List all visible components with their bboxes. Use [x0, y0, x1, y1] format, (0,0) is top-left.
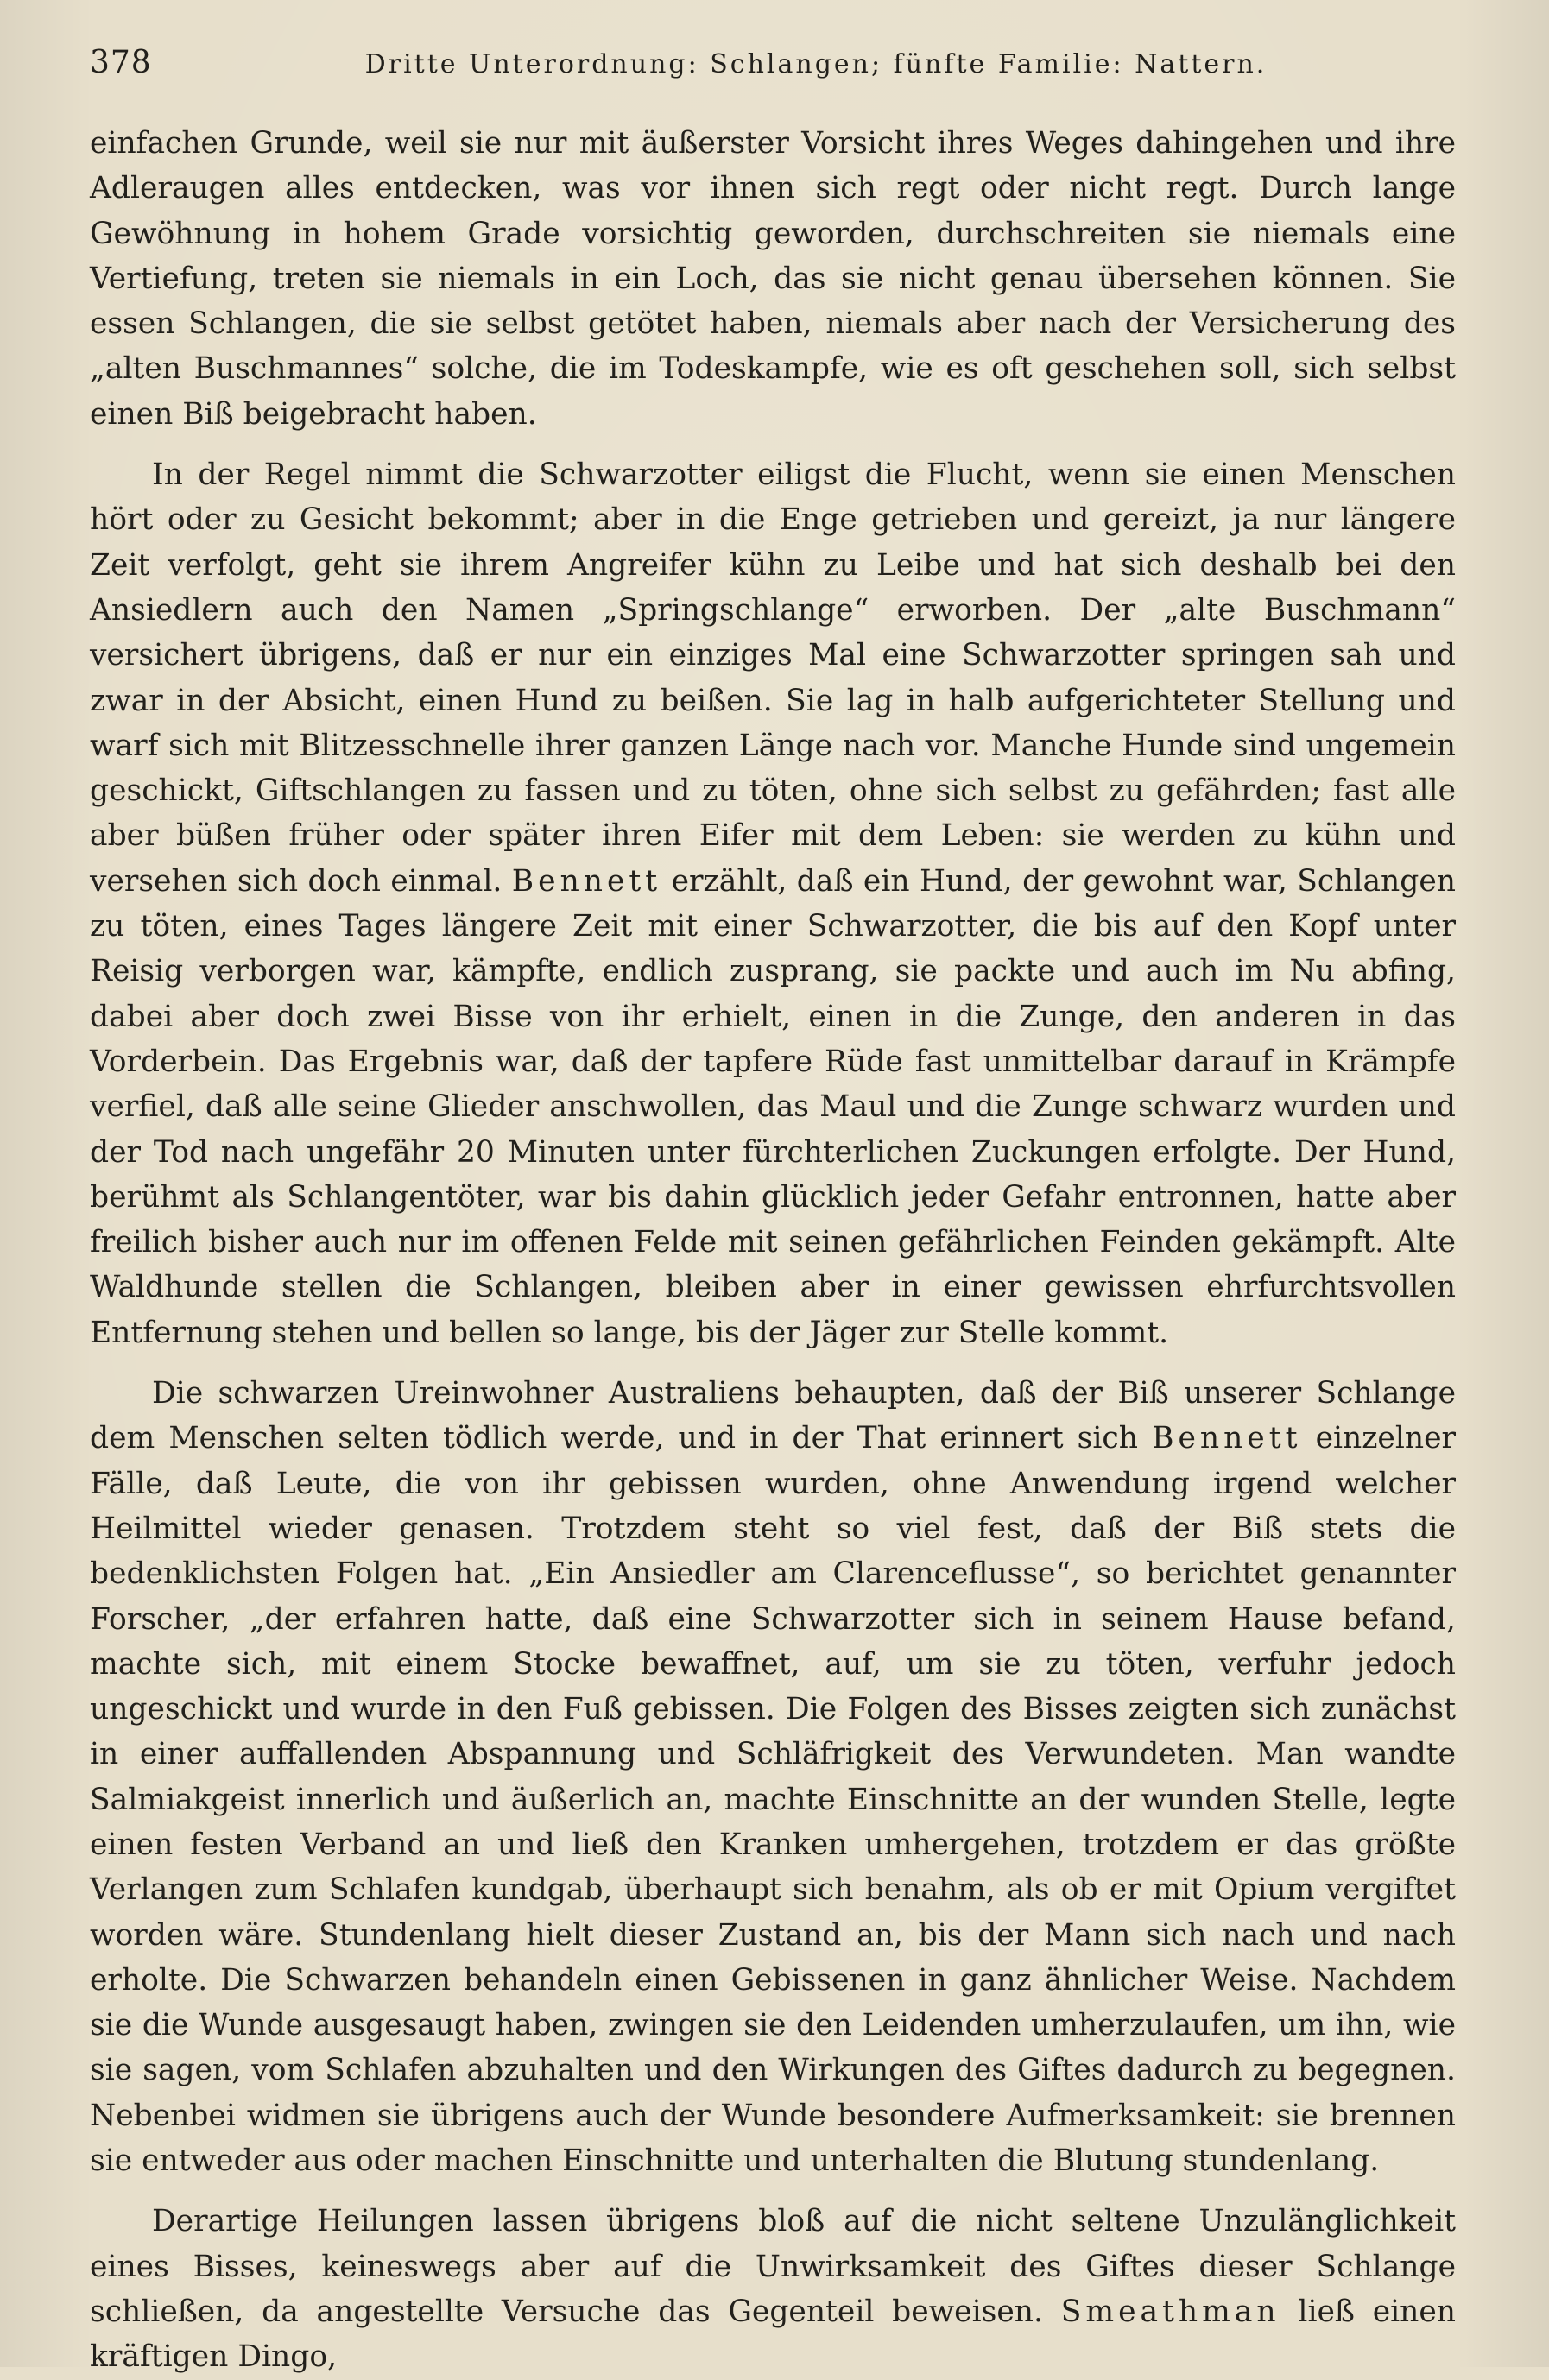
paragraph-text-continued: einzelner Fälle, daß Leute, die von ihr gebissen wurden, ohne Anwendung irgend welcher Heilmittel wieder genasen. Trotzdem steht so viel fest, daß der Biß stets die bedenklichsten Folgen hat. „Ein Ansiedler am Clarenceflusse“, so berichtet genannter Forscher, „der erfahren hatte, daß eine Schwarzotter sich in seinem Hause befand, machte sich, mit einem Stocke bewaffnet, auf, um sie zu töten, verfuhr jedoch ungeschickt und wurde in den Fuß gebissen. Die Folgen des Bisses zeigten sich zunächst in einer auffallenden Abspannung und Schläfrigkeit des Verwundeten. Man wandte Salmiakgeist innerlich und äußerlich an, machte Einschnitte an der wunden Stelle, legte einen festen Verband an und ließ den Kranken umhergehen, trotzdem er das größte Verlangen zum Schlafen kundgab, überhaupt sich benahm, als ob er mit Opium vergiftet worden wäre. Stundenlang hielt dieser Zustand an, bis der Mann sich nach und nach erholte. Die Schwarzen behandeln einen Gebissenen in ganz ähnlicher Weise. Nachdem sie die Wunde ausgesaugt haben, zwingen sie den Leidenden umherzulaufen, um ihn, wie sie sagen, vom Schlafen abzuhalten und den Wirkungen des Giftes dadurch zu begegnen. Nebenbei widmen sie übrigens auch der Wunde besondere Aufmerksamkeit: sie brennen sie entweder aus oder machen Einschnitte und unterhalten die Blutung stundenlang.: [90, 1421, 1457, 2179]
paragraph-2: [90, 452, 1456, 1355]
paragraph-3: [90, 1371, 1456, 2183]
author-name: Smeathman: [1060, 2294, 1280, 2329]
paragraph-text: einfachen Grunde, weil sie nur mit äußerster Vorsicht ihres Weges dahingehen und ihre Adleraugen alles entdecken, was vor ihnen sich regt oder nicht regt. Durch lange Gewöhnung in hohem Grade vorsichtig geworden, durchschreiten sie niemals eine Vertiefung, treten sie niemals in ein Loch, das sie nicht genau übersehen können. Sie essen Schlangen, die sie selbst getötet haben, niemals aber nach der Versicherung des „alten Buschmannes“ solche, die im Todeskampfe, wie es oft geschehen soll, sich selbst einen Biß beigebracht haben.: [90, 126, 1456, 432]
paragraph-text-continued: ließ einen kräftigen Dingo,: [90, 2294, 1457, 2375]
author-name: Bennett: [1152, 1421, 1302, 1456]
body-text: [90, 121, 1456, 2380]
author-name: Bennett: [511, 863, 662, 899]
paragraph-text: Die schwarzen Ureinwohner Australiens behaupten, daß der Biß unserer Schlange dem Menschen selten tödlich werde, und in der That erinnert sich: [90, 1376, 1456, 1456]
paragraph-1: [90, 121, 1456, 437]
paragraph-text: In der Regel nimmt die Schwarzotter eiligst die Flucht, wenn sie einen Menschen hört oder zu Gesicht bekommt; aber in die Enge getrieben und gereizt, ja nur längere Zeit verfolgt, geht sie ihrem Angreifer kühn zu Leibe und hat sich deshalb bei den Ansiedlern auch den Namen „Springschlange“ erworben. Der „alte Buschmann“ versichert übrigens, daß er nur ein einziges Mal eine Schwarzotter springen sah und zwar in der Absicht, einen Hund zu beißen. Sie lag in halb aufgerichteter Stellung und warf sich mit Blitzesschnelle ihrer ganzen Länge nach vor. Manche Hunde sind ungemein geschickt, Giftschlangen zu fassen und zu töten, ohne sich selbst zu gefährden; fast alle aber büßen früher oder später ihren Eifer mit dem Leben: sie werden zu kühn und versehen sich doch einmal.: [90, 458, 1456, 899]
paragraph-text-continued: erzählt, daß ein Hund, der gewohnt war, Schlangen zu töten, eines Tages längere Zeit mit einer Schwarzotter, die bis auf den Kopf unter Reisig verborgen war, kämpfte, endlich zusprang, sie packte und auch im Nu abfing, dabei aber doch zwei Bisse von ihr erhielt, einen in die Zunge, den anderen in das Vorderbein. Das Ergebnis war, daß der tapfere Rüde fast unmittelbar darauf in Krämpfe verfiel, daß alle seine Glieder anschwollen, das Maul und die Zunge schwarz wurden und der Tod nach ungefähr 20 Minuten unter fürchterlichen Zuckungen erfolgte. Der Hund, berühmt als Schlangentöter, war bis dahin glücklich jeder Gefahr entronnen, hatte aber freilich bisher auch nur im offenen Felde mit seinen gefährlichen Feinden gekämpft. Alte Waldhunde stellen die Schlangen, bleiben aber in einer gewissen ehrfurchtsvollen Entfernung stehen und bellen so lange, bis der Jäger zur Stelle kommt.: [90, 863, 1456, 1350]
paragraph-text: Derartige Heilungen lassen übrigens bloß auf die nicht seltene Unzulänglichkeit eines Bisses, keineswegs aber auf die Unwirksamkeit des Giftes dieser Schlange schließen, da angestellte Versuche das Gegenteil beweisen.: [90, 2204, 1456, 2329]
page-number: 378: [90, 45, 152, 80]
paragraph-4: [90, 2199, 1456, 2379]
running-head: Dritte Unterordnung: Schlangen; fünfte Familie: Nattern.: [364, 49, 1268, 79]
page-header: [90, 45, 1456, 97]
